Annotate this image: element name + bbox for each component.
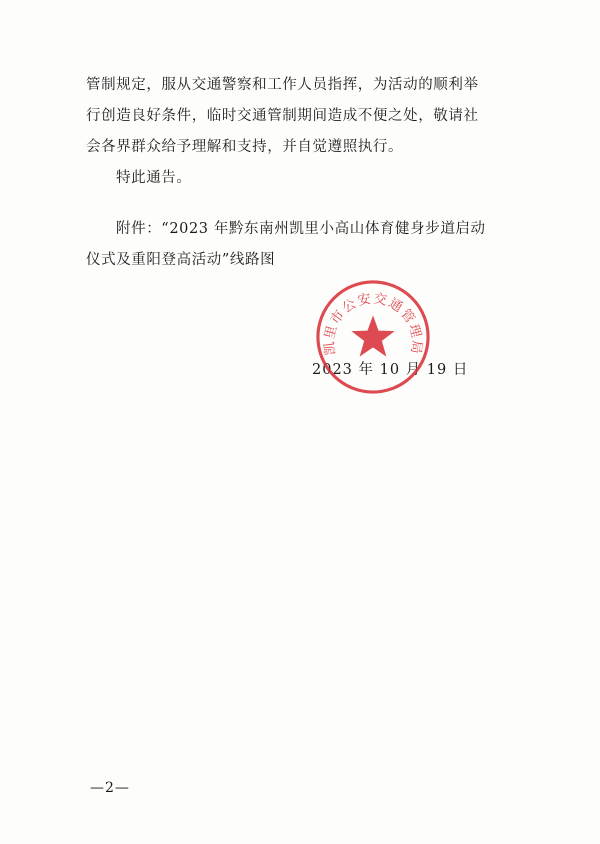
official-seal-icon (314, 278, 432, 396)
body-line-1: 管制规定，服从交通警察和工作人员指挥，为活动的顺利举 (86, 77, 479, 93)
closing-text: 特此通告。 (116, 170, 192, 186)
attachment-line-1: 附件：“2023 年黔东南州凯里小高山体育健身步道启动 (116, 221, 486, 237)
seal-text: 凯里市公安交通管理局 (322, 291, 424, 356)
issue-date: 2023 年 10 月 19 日 (312, 362, 469, 378)
attachment-line-2: 仪式及重阳登高活动”线路图 (86, 252, 276, 268)
body-line-2: 行创造良好条件，临时交通管制期间造成不便之处，敬请社 (86, 108, 479, 124)
attachment-note (86, 214, 526, 276)
body-line-3: 会各界群众给予理解和支持，并自觉遵照执行。 (86, 139, 404, 155)
notice-body (86, 70, 526, 194)
page-number: —2— (90, 780, 130, 796)
